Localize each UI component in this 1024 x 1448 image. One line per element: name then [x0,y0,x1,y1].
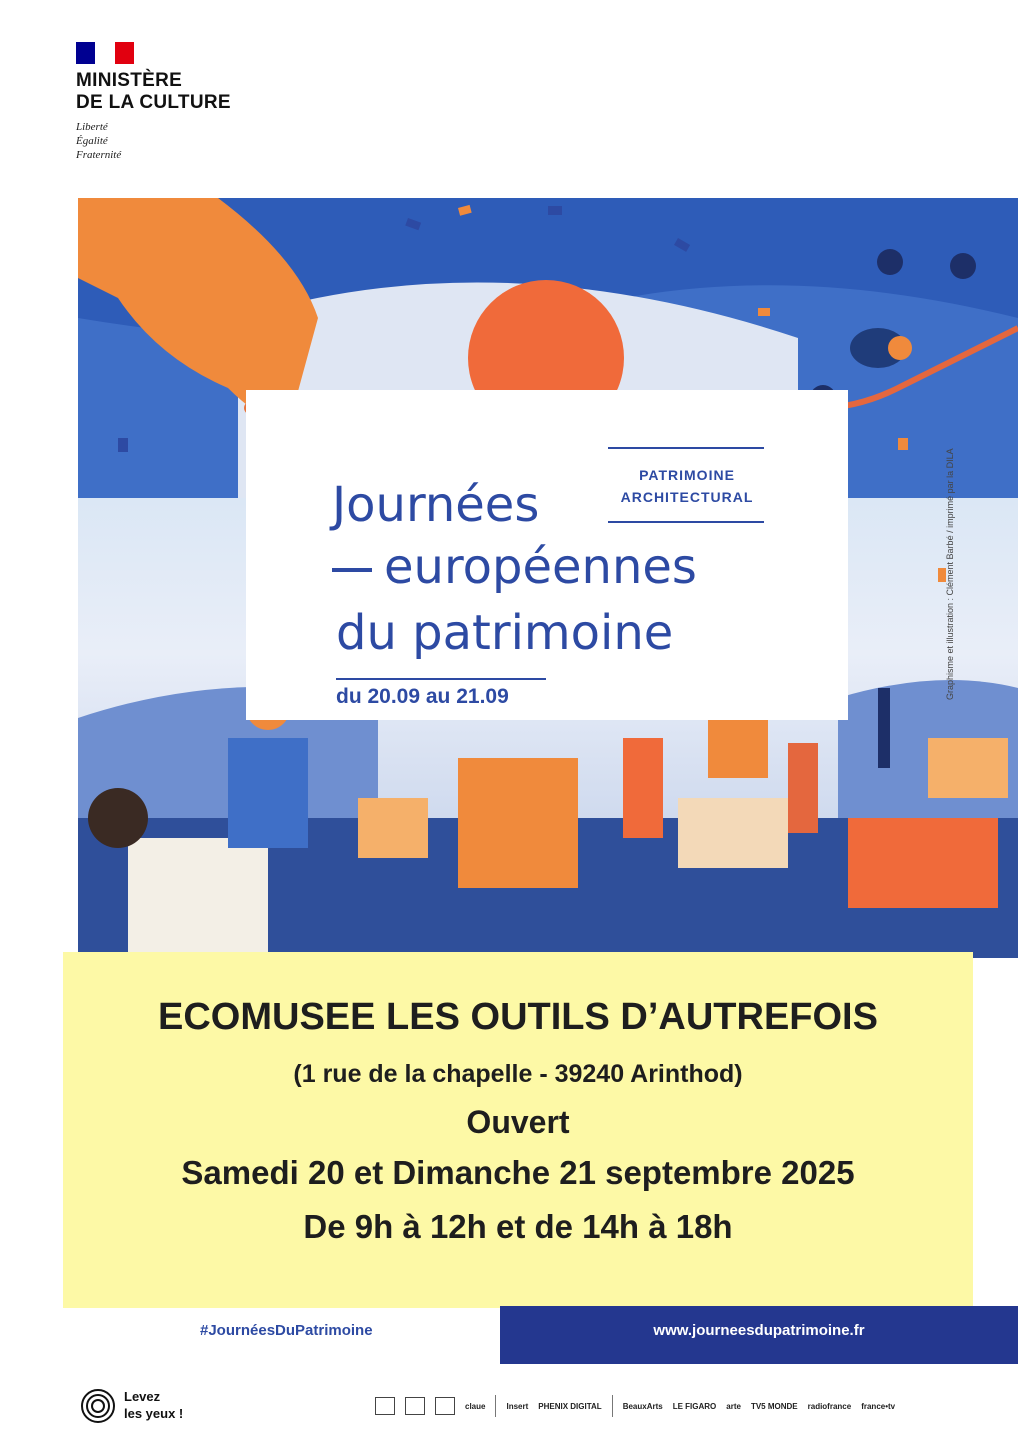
building-palace [678,798,788,868]
council-of-europe-icon [405,1397,425,1415]
title-line3: du patrimoine [336,605,674,661]
partner-beauxarts: BeauxArts [622,1401,663,1411]
berry [950,253,976,279]
building-opera [128,838,268,958]
title-line2: européennes [384,539,697,595]
theme-line2: ARCHITECTURAL [620,489,754,505]
marianne-flag-icon [76,42,134,64]
building-tower [623,738,663,838]
person-head [88,788,148,848]
bird-breast [888,336,912,360]
open-status: Ouvert [466,1104,570,1140]
eye-icon [80,1388,116,1424]
venue-name: ECOMUSEE LES OUTILS D’AUTREFOIS [158,996,878,1038]
website-link[interactable]: www.journeesdupatrimoine.fr [653,1322,865,1339]
levez-les-yeux [124,1388,183,1422]
ministry-name-line1: MINISTÈRE [76,70,183,91]
date-rule [336,678,546,680]
partner-radiofrance: radiofrance [807,1401,852,1411]
heritage-logo-icon [435,1397,455,1415]
motto-liberte: Liberté [76,121,108,133]
confetti [898,438,908,450]
motto-egalite: Égalité [76,135,108,147]
berry [877,249,903,275]
ministry-name [76,70,276,114]
motto-fraternite: Fraternité [76,149,122,161]
levez-line1: Levez [124,1389,161,1404]
partner-logos [375,1394,1015,1418]
keyword-rule-top [608,447,764,449]
partner-divider [612,1395,613,1417]
partner-caue: claue [465,1401,486,1411]
partner-insert: Insert [506,1401,529,1411]
confetti [758,308,770,316]
building-notre-dame [458,758,578,888]
building-greenhouse [848,818,998,908]
theme-line1: PATRIMOINE [639,467,735,483]
credit-vertical [945,420,959,700]
eu-flag-icon [375,1397,395,1415]
partner-tv5: TV5 MONDE [750,1401,798,1411]
partner-phenix: PHENIX DIGITAL [538,1401,602,1411]
republic-motto [76,120,276,162]
building-belfry [788,743,818,833]
partner-figaro: LE FIGARO [672,1401,717,1411]
levez-line2: les yeux ! [124,1406,184,1421]
partner-divider [495,1395,496,1417]
theme-keyword [612,464,762,508]
person-father [228,738,308,848]
venue-address: (1 rue de la chapelle - 39240 Arinthod) [293,1060,743,1088]
title-line1: Journées [332,477,540,533]
partner-francetv: france•tv [861,1401,896,1411]
ministry-name-line2: DE LA CULTURE [76,92,231,113]
partner-arte: arte [726,1401,741,1411]
building-rotunda [358,798,428,858]
confetti [548,206,562,215]
lighthouse [878,688,890,768]
keyword-rule-bottom [608,521,764,523]
hashtag: #JournéesDuPatrimoine [200,1322,373,1339]
event-dates: du 20.09 au 21.09 [336,685,509,708]
open-hours: De 9h à 12h et de 14h à 18h [303,1208,733,1245]
ministry-logo [76,42,276,162]
credit-text: Graphisme et illustration : Clément Barbé / imprimé par la DILA [945,448,955,700]
building-modern [928,738,1008,798]
confetti [118,438,128,452]
open-days: Samedi 20 et Dimanche 21 septembre 2025 [181,1154,855,1191]
title-dash [332,568,372,572]
local-notice [63,952,973,1308]
